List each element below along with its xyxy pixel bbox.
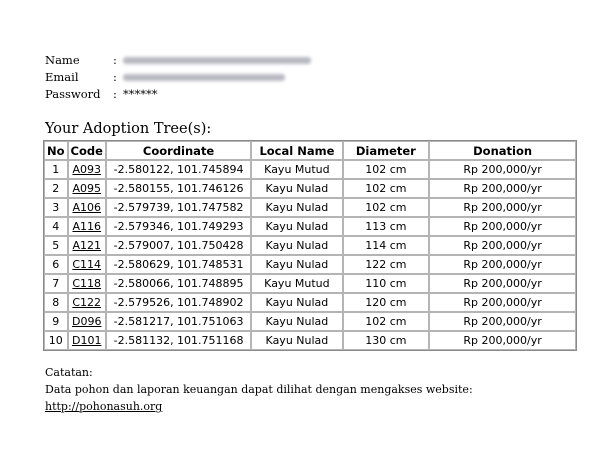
name-separator: : xyxy=(113,53,117,67)
cell-local-name: Kayu Mutud xyxy=(251,160,342,179)
cell-donation: Rp 200,000/yr xyxy=(429,160,576,179)
email-label: Email xyxy=(45,70,79,84)
tree-code-link[interactable]: C114 xyxy=(68,255,106,274)
cell-donation: Rp 200,000/yr xyxy=(429,274,576,293)
table-row xyxy=(44,236,576,255)
cell-coordinate: -2.579739, 101.747582 xyxy=(106,198,251,217)
name-row xyxy=(45,52,311,69)
table-row xyxy=(44,255,576,274)
name-label: Name xyxy=(45,53,80,67)
tree-code-link[interactable]: C122 xyxy=(68,293,106,312)
tree-code-link[interactable]: D096 xyxy=(68,312,106,331)
cell-local-name: Kayu Nulad xyxy=(251,255,342,274)
cell-diameter: 110 cm xyxy=(343,274,430,293)
cell-coordinate: -2.580155, 101.746126 xyxy=(106,179,251,198)
table-header-row xyxy=(44,141,576,160)
cell-donation: Rp 200,000/yr xyxy=(429,236,576,255)
cell-donation: Rp 200,000/yr xyxy=(429,312,576,331)
cell-diameter: 102 cm xyxy=(343,160,430,179)
cell-no: 9 xyxy=(44,312,68,331)
cell-coordinate: -2.581217, 101.751063 xyxy=(106,312,251,331)
cell-donation: Rp 200,000/yr xyxy=(429,198,576,217)
table-row xyxy=(44,312,576,331)
cell-no: 2 xyxy=(44,179,68,198)
table-row xyxy=(44,331,576,350)
cell-diameter: 130 cm xyxy=(343,331,430,350)
cell-no: 1 xyxy=(44,160,68,179)
cell-local-name: Kayu Nulad xyxy=(251,312,342,331)
table-row xyxy=(44,217,576,236)
cell-donation: Rp 200,000/yr xyxy=(429,179,576,198)
cell-no: 4 xyxy=(44,217,68,236)
cell-no: 5 xyxy=(44,236,68,255)
header-no: No xyxy=(44,141,68,160)
tree-code-link[interactable]: C118 xyxy=(68,274,106,293)
cell-diameter: 102 cm xyxy=(343,179,430,198)
section-title: Your Adoption Tree(s): xyxy=(45,121,212,137)
password-separator: : xyxy=(113,87,117,101)
cell-coordinate: -2.580629, 101.748531 xyxy=(106,255,251,274)
table-row xyxy=(44,160,576,179)
cell-local-name: Kayu Nulad xyxy=(251,293,342,312)
cell-no: 6 xyxy=(44,255,68,274)
cell-diameter: 102 cm xyxy=(343,198,430,217)
cell-donation: Rp 200,000/yr xyxy=(429,255,576,274)
notes-heading: Catatan: xyxy=(45,366,93,379)
cell-donation: Rp 200,000/yr xyxy=(429,293,576,312)
cell-coordinate: -2.579526, 101.748902 xyxy=(106,293,251,312)
table-row xyxy=(44,293,576,312)
header-coordinate: Coordinate xyxy=(106,141,251,160)
cell-coordinate: -2.581132, 101.751168 xyxy=(106,331,251,350)
cell-local-name: Kayu Nulad xyxy=(251,217,342,236)
password-value: ****** xyxy=(123,87,158,101)
table-row xyxy=(44,198,576,217)
account-info xyxy=(45,52,311,103)
tree-code-link[interactable]: A095 xyxy=(68,179,106,198)
email-separator: : xyxy=(113,70,117,84)
cell-local-name: Kayu Mutud xyxy=(251,274,342,293)
cell-no: 10 xyxy=(44,331,68,350)
cell-coordinate: -2.580122, 101.745894 xyxy=(106,160,251,179)
table-row xyxy=(44,179,576,198)
table-row xyxy=(44,274,576,293)
cell-coordinate: -2.580066, 101.748895 xyxy=(106,274,251,293)
cell-diameter: 120 cm xyxy=(343,293,430,312)
adoption-trees-table xyxy=(43,140,577,351)
header-local-name: Local Name xyxy=(251,141,342,160)
header-code: Code xyxy=(68,141,106,160)
cell-coordinate: -2.579346, 101.749293 xyxy=(106,217,251,236)
password-label: Password xyxy=(45,87,101,101)
cell-local-name: Kayu Nulad xyxy=(251,236,342,255)
cell-donation: Rp 200,000/yr xyxy=(429,217,576,236)
cell-no: 8 xyxy=(44,293,68,312)
name-value-redacted xyxy=(123,57,311,64)
tree-code-link[interactable]: D101 xyxy=(68,331,106,350)
notes-section xyxy=(45,364,473,415)
email-value-redacted xyxy=(123,74,285,81)
notes-text: Data pohon dan laporan keuangan dapat dilihat dengan mengakses website: xyxy=(45,383,473,396)
cell-donation: Rp 200,000/yr xyxy=(429,331,576,350)
tree-code-link[interactable]: A093 xyxy=(68,160,106,179)
website-link[interactable]: http://pohonasuh.org xyxy=(45,400,163,413)
cell-no: 3 xyxy=(44,198,68,217)
tree-code-link[interactable]: A121 xyxy=(68,236,106,255)
cell-local-name: Kayu Nulad xyxy=(251,331,342,350)
tree-code-link[interactable]: A106 xyxy=(68,198,106,217)
tree-code-link[interactable]: A116 xyxy=(68,217,106,236)
cell-diameter: 102 cm xyxy=(343,312,430,331)
cell-no: 7 xyxy=(44,274,68,293)
header-diameter: Diameter xyxy=(343,141,430,160)
cell-diameter: 114 cm xyxy=(343,236,430,255)
cell-local-name: Kayu Nulad xyxy=(251,179,342,198)
email-row xyxy=(45,69,311,86)
header-donation: Donation xyxy=(429,141,576,160)
cell-diameter: 122 cm xyxy=(343,255,430,274)
cell-coordinate: -2.579007, 101.750428 xyxy=(106,236,251,255)
cell-diameter: 113 cm xyxy=(343,217,430,236)
password-row xyxy=(45,86,311,103)
cell-local-name: Kayu Nulad xyxy=(251,198,342,217)
